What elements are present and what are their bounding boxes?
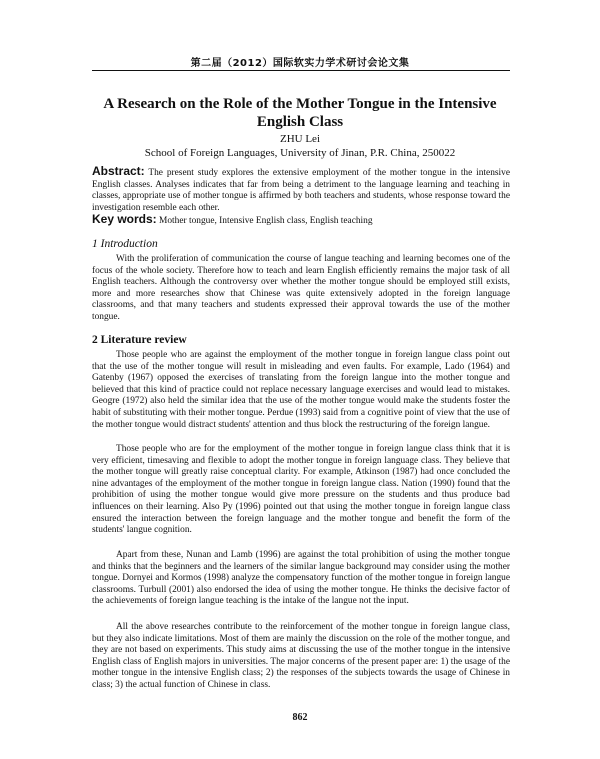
- page-number: 862: [292, 712, 308, 723]
- running-header: 第二届（2012）国际软实力学术研讨会论文集: [190, 58, 410, 69]
- author-name: ZHU Lei: [279, 133, 320, 145]
- abstract: [92, 166, 510, 214]
- abstract-label: Abstract:: [92, 164, 145, 178]
- literature-paragraph-1: Those people who are against the employment of the mother tongue in foreign langue class point out that the use of the mother tongue will result in misleading and even faults. For example, Lado (1964) and Gatenby (1967) opposed the exercises of translating from the foreign langue into the mother tongue and believed that this kind of practice could not replace necessary language exercises and would lead to mistakes. Geogre (1972) also held the similar idea that the use of the mother tongue would make the students foster the habit of substituting with their mother tongue. Perdue (1993) said from a cognitive point of view that the use of the mother tongue would distract students' attention and thus block the restructuring of the foreign langue.: [92, 350, 510, 430]
- header-rule: [92, 70, 510, 71]
- author-affiliation: School of Foreign Languages, University of Jinan, P.R. China, 250022: [144, 147, 456, 159]
- abstract-text: The present study explores the extensive employment of the mother tongue in the intensive English classes. Analyses indicates that far from being a detriment to the language learning and teaching in classes, appropriate use of mother tongue is affirmed by both teachers and students, whose response toward the investigation resemble each other.: [92, 168, 510, 213]
- introduction-paragraph: With the proliferation of communication the course of langue teaching and learning becomes one of the focus of the whole society. Therefore how to teach and learn English efficiently remains the major task of all English teachers. Although the controversy over whether the mother tongue should be employed still exists, more and more researches show that Chinese was quite extensively adopted in the foreign language classrooms, and that many teachers and students expressed their approval towards the use of the mother tongue.: [92, 254, 510, 322]
- keywords: [92, 214, 510, 228]
- literature-paragraph-4: All the above researches contribute to the reinforcement of the mother tongue in foreign langue class, but they also indicate limitations. Most of them are mainly the discussion on the role of the mother tongue, and they are not based on experiments. This study aims at discussing the use of the mother tongue in the intensive English class of English majors in universities. The major concerns of the present paper are: 1) the usage of the mother tongue in the intensive English class; 2) the responses of the subjects towards the usage of Chinese in class; 3) the actual function of Chinese in class.: [92, 622, 510, 690]
- paper-title: A Research on the Role of the Mother Tongue in the Intensive English Class: [103, 96, 497, 130]
- literature-paragraph-3: Apart from these, Nunan and Lamb (1996) are against the total prohibition of using the mother tongue and thinks that the beginners and the learners of the similar langue background may consider using the mother tongue. Dornyei and Kormos (1998) analyze the compensatory function of the mother tongue in foreign langue classrooms. Turbull (2001) also endorsed the idea of using the mother tongue. He thinks the decisive factor of the achievements of foreign langue teaching is the intake of the langue not the input.: [92, 550, 510, 607]
- section-heading-introduction: 1 Introduction: [92, 238, 158, 250]
- section-heading-literature-review: 2 Literature review: [92, 334, 187, 346]
- keywords-label: Key words:: [92, 212, 157, 226]
- keywords-text: Mother tongue, Intensive English class, English teaching: [159, 216, 373, 226]
- literature-paragraph-2: Those people who are for the employment of the mother tongue in foreign langue class think that it is very efficient, timesaving and flexible to adopt the mother tongue in foreign language class. They believe that the mother tongue will greatly raise conceptual clarity. For example, Atkinson (1987) had once concluded the nine advantages of the employment of the mother tongue in foreign langue class. Nation (1990) found that the prohibition of using the mother tongue would give more pressure on the students and thus produce bad influences on their learning. Also Py (1996) pointed out that using the mother tongue in foreign langue class ensured the interaction between the foreign language and the mother tongue and benefit the form of the students' langue cognition.: [92, 444, 510, 536]
